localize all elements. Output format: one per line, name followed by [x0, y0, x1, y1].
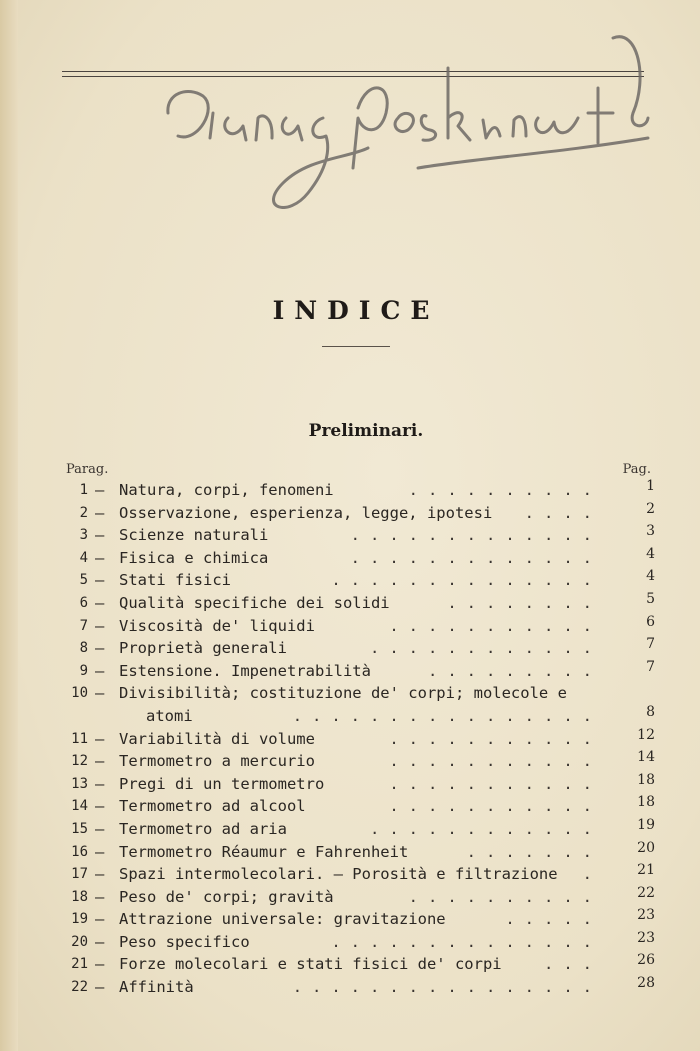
toc-entry — [0, 796, 700, 819]
entry-title: Termometro ad alcool — [119, 797, 306, 816]
paragraph-number: 14 — [71, 798, 88, 815]
dot-leader: ..... — [505, 910, 602, 929]
page-number: 22 — [637, 884, 655, 901]
paragraph-number: 15 — [71, 820, 88, 837]
page-number: 12 — [637, 726, 655, 743]
dot-leader: ... — [544, 955, 602, 974]
entry-title: Attrazione universale: gravitazione — [119, 910, 446, 929]
toc-entry — [0, 909, 700, 932]
entry-dash: — — [95, 661, 105, 680]
entry-title: Scienze naturali — [119, 526, 269, 545]
entry-dash: — — [95, 616, 105, 635]
entry-title: Peso specifico — [119, 932, 250, 951]
entry-dash: — — [95, 684, 105, 703]
paragraph-number: 10 — [71, 685, 88, 702]
page-number: 7 — [646, 636, 655, 653]
entry-dash: — — [95, 752, 105, 771]
dot-leader: ................ — [292, 978, 602, 997]
page-number: 1 — [646, 478, 655, 494]
toc-entry — [0, 726, 700, 752]
title-underline — [322, 346, 390, 347]
entry-dash: — — [95, 910, 105, 929]
dot-leader: ............. — [350, 526, 602, 545]
entry-title: Pregi di un termometro — [119, 774, 325, 793]
entry-title: Stati fisici — [119, 571, 231, 590]
toc-entry — [0, 839, 700, 865]
toc-entry — [0, 570, 700, 593]
toc-entry — [0, 864, 700, 887]
toc-entry — [0, 751, 700, 774]
entry-dash: — — [95, 842, 105, 861]
dot-leader: . — [582, 865, 602, 884]
paragraph-number: 19 — [71, 911, 88, 928]
page-title: INDICE — [272, 296, 440, 325]
entry-title: Qualità specifiche dei solidi — [119, 593, 390, 612]
toc-entry — [0, 929, 700, 955]
toc-entry — [0, 638, 700, 661]
page-number: 2 — [646, 500, 655, 517]
page-number: 4 — [646, 545, 655, 562]
entry-title: Divisibilità; costituzione de' corpi; molecole e — [119, 684, 567, 703]
toc-entry — [0, 977, 700, 1000]
toc-entry — [0, 816, 700, 842]
page-number: 3 — [646, 523, 655, 540]
paragraph-number: 13 — [71, 775, 88, 792]
paragraph-number: 8 — [79, 640, 88, 657]
page-number: 23 — [637, 907, 655, 924]
entry-title: Viscosità de' liquidi — [119, 616, 315, 635]
paragraph-number: 12 — [71, 753, 88, 770]
page-number: 5 — [646, 590, 655, 607]
toc-entry — [0, 658, 700, 684]
entry-title: Variabilità di volume — [119, 729, 315, 748]
toc-entry — [0, 613, 700, 639]
entry-dash: — — [95, 887, 105, 906]
page-number: 26 — [637, 952, 655, 969]
page-number: 19 — [637, 816, 655, 833]
entry-title: Forze molecolari e stati fisici de' corpi — [119, 955, 502, 974]
page-number: 21 — [637, 862, 655, 879]
entry-title: Affinità — [119, 978, 194, 997]
dot-leader: ........... — [389, 616, 602, 635]
paragraph-number: 6 — [79, 594, 88, 611]
entry-dash: — — [95, 797, 105, 816]
paragraph-number: 11 — [71, 730, 88, 747]
dot-leader: ........ — [447, 593, 602, 612]
toc-entry — [0, 590, 700, 616]
page-column-label: Pag. — [622, 462, 651, 477]
entry-dash: — — [95, 774, 105, 793]
paragraph-number: 22 — [71, 979, 88, 996]
dot-leader: .............. — [331, 932, 602, 951]
entry-dash: — — [95, 571, 105, 590]
entry-dash: — — [95, 593, 105, 612]
toc-entry — [0, 683, 700, 706]
toc-entry — [0, 771, 700, 797]
entry-dash: — — [95, 639, 105, 658]
dot-leader: ............. — [350, 548, 602, 567]
page-number: 18 — [637, 771, 655, 788]
entry-dash: — — [95, 526, 105, 545]
entry-title: Osservazione, esperienza, legge, ipotesi — [119, 503, 493, 522]
section-heading: Preliminari. — [308, 421, 424, 441]
entry-dash: — — [95, 865, 105, 884]
entry-title: Peso de' corpi; gravità — [119, 887, 334, 906]
entry-dash: — — [95, 481, 105, 499]
toc-entry — [0, 525, 700, 548]
dot-leader: ........... — [389, 729, 602, 748]
dot-leader: ........... — [389, 752, 602, 771]
dot-leader: .......... — [408, 481, 602, 499]
entry-title: Fisica e chimica — [119, 548, 269, 567]
paragraph-number: 20 — [71, 933, 88, 950]
page-number: 18 — [637, 794, 655, 811]
dot-leader: ....... — [466, 842, 602, 861]
entry-title: Spazi intermolecolari. — Porosità e filtrazione — [119, 865, 558, 884]
dot-leader: ........... — [389, 797, 602, 816]
entry-title: Proprietà generali — [119, 639, 287, 658]
entry-title: Natura, corpi, fenomeni — [119, 481, 334, 499]
dot-leader: ......... — [428, 661, 602, 680]
entry-dash: — — [95, 978, 105, 997]
toc-entry — [0, 545, 700, 571]
page-number: 28 — [637, 975, 655, 992]
page-number: 14 — [637, 749, 655, 766]
paragraph-number: 17 — [71, 866, 88, 883]
paragraph-number: 1 — [79, 482, 88, 498]
entry-dash: — — [95, 819, 105, 838]
entry-title: Termometro ad aria — [119, 819, 287, 838]
entry-dash: — — [95, 932, 105, 951]
paragraph-number: 18 — [71, 888, 88, 905]
table-of-contents — [0, 480, 700, 1000]
entry-dash: — — [95, 548, 105, 567]
dot-leader: ............ — [370, 819, 602, 838]
dot-leader: .... — [524, 503, 602, 522]
entry-dash: — — [95, 729, 105, 748]
entry-title: Termometro Réaumur e Fahrenheit — [119, 842, 409, 861]
entry-dash: — — [95, 955, 105, 974]
dot-leader: ............ — [370, 639, 602, 658]
paragraph-column-label: Parag. — [66, 462, 109, 477]
paragraph-number: 3 — [79, 527, 88, 544]
entry-title: Termometro a mercurio — [119, 752, 315, 771]
dot-leader: .............. — [331, 571, 602, 590]
entry-title: atomi — [146, 706, 193, 725]
page-number: 20 — [637, 839, 655, 856]
toc-entry — [0, 703, 700, 729]
toc-entry — [0, 480, 700, 503]
paragraph-number: 2 — [79, 504, 88, 521]
paragraph-number: 16 — [71, 843, 88, 860]
toc-entry — [0, 500, 700, 526]
dot-leader: ........... — [389, 774, 602, 793]
paragraph-number: 7 — [79, 617, 88, 634]
entry-dash: — — [95, 503, 105, 522]
entry-title: Estensione. Impenetrabilità — [119, 661, 371, 680]
page-number: 4 — [646, 568, 655, 585]
paragraph-number: 4 — [79, 549, 88, 566]
page-number: 23 — [637, 929, 655, 946]
page-number: 8 — [646, 703, 655, 720]
dot-leader: ................ — [292, 706, 602, 725]
handwritten-signature — [158, 18, 658, 228]
page-number: 7 — [646, 658, 655, 675]
paragraph-number: 21 — [71, 956, 88, 973]
page-number: 6 — [646, 613, 655, 630]
toc-entry — [0, 884, 700, 910]
paragraph-number: 9 — [79, 662, 88, 679]
toc-entry — [0, 954, 700, 977]
dot-leader: .......... — [408, 887, 602, 906]
paragraph-number: 5 — [79, 572, 88, 589]
